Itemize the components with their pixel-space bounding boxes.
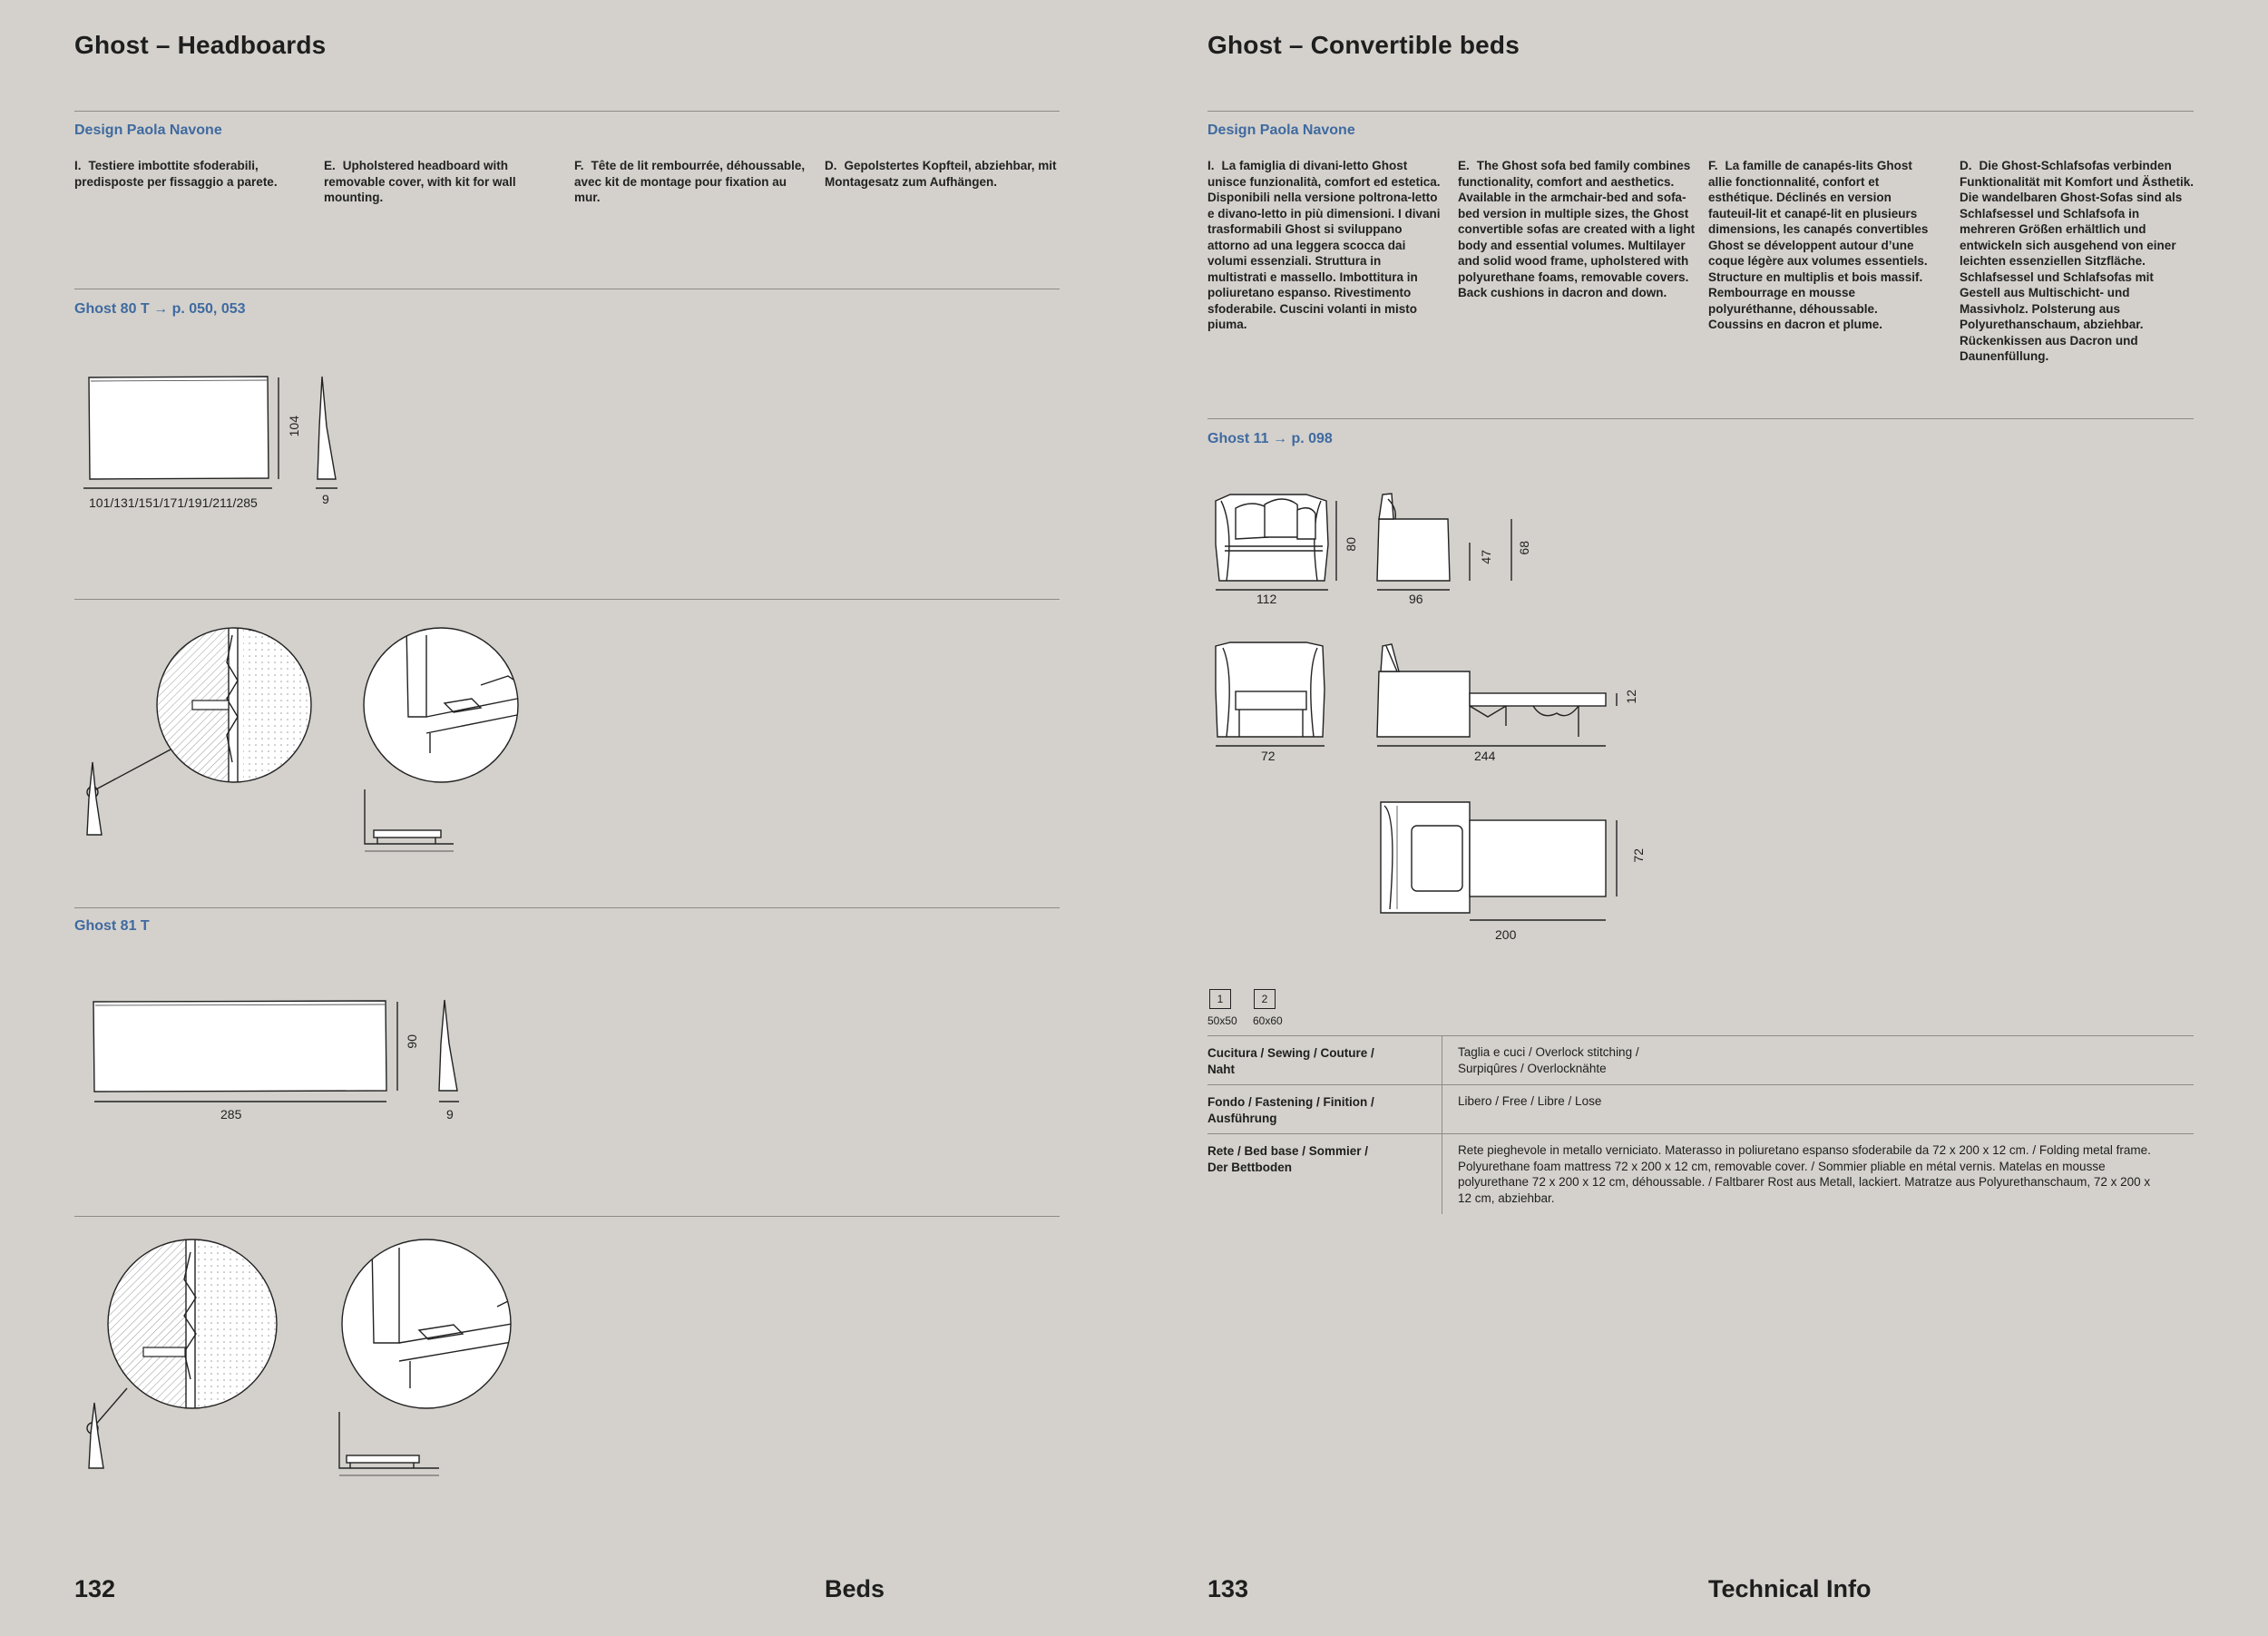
dim-height: 104 bbox=[287, 416, 301, 437]
right-page-number: 133 bbox=[1207, 1575, 1249, 1602]
table-divider bbox=[1207, 1133, 2194, 1134]
left-desc-de: D. Gepolstertes Kopfteil, abziehbar, mit Montagesatz zum Aufhängen. bbox=[825, 159, 1057, 189]
cushion-2-icon: 2 bbox=[1254, 989, 1276, 1009]
right-designer: Design Paola Navone bbox=[1207, 122, 1355, 138]
left-section-name: Beds bbox=[825, 1575, 885, 1602]
table-divider bbox=[1207, 1035, 2194, 1036]
spec-value-bed-base: Rete pieghevole in metallo verniciato. Materasso in poliuretano espanso sfoderabile da 72 x 200 x 12 cm. / Folding metal frame. Polyurethane foam mattress 72 x 200 x 12 cm, removable cover. / Sommier pliable en métal vernis. Matelas en mousse polyurethane 72 x 200 x 12 cm, déhoussable. / Faltbarer Rost aus Metall, lackiert. Matratze aus Polyurethanschaum, 72 x 200 x 12 cm, abziehbar. bbox=[1458, 1143, 2151, 1205]
dim-open-length: 244 bbox=[1474, 749, 1496, 763]
left-page-title: Ghost – Headboards bbox=[74, 31, 327, 59]
right-desc-de: D. Die Ghost-Schlafsofas verbinden Funktionalität mit Komfort und Ästhetik. Die wandelbaren Ghost-Sofas sind als Schlafsessel und Schlafsofa in mehreren Größen erhältlich und entwickeln sich ausgehend von einer leichten essenziellen Sitzfläche. Schlafsessel und Schlafsofas mit Gestell aus Multischicht- und Massivholz. Polsterung aus Polyurethanschaum, abziehbar. Rückenkissen aus Dacron und Daunenfüllung. bbox=[1960, 159, 2194, 363]
left-desc-en: E. Upholstered headboard with removable cover, with kit for wall mounting. bbox=[324, 159, 516, 204]
divider bbox=[74, 1216, 1060, 1217]
spec-label-bed-base: Rete / Bed base / Sommier / Der Bettboden bbox=[1207, 1144, 1369, 1174]
product-label-ghost-80t: Ghost 80 T → p. 050, 053 bbox=[74, 301, 246, 317]
left-desc-fr: F. Tête de lit rembourrée, déhoussable, avec kit de montage pour fixation au mur. bbox=[574, 159, 806, 204]
dim-front-width: 112 bbox=[1256, 592, 1277, 606]
cushion-1-icon: 1 bbox=[1209, 989, 1231, 1009]
divider bbox=[74, 599, 1060, 600]
spec-label-fastening: Fondo / Fastening / Finition / Ausführung bbox=[1207, 1095, 1374, 1125]
cushion-2-size: 60x60 bbox=[1253, 1014, 1283, 1027]
divider bbox=[1207, 111, 2194, 112]
divider bbox=[74, 111, 1060, 112]
right-desc-it: I. La famiglia di divani-letto Ghost unisce funzionalità, comfort ed estetica. Disponibili nella versione poltrona-letto e divano-letto in più dimensioni. I divani trasformabili Ghost si sviluppano attorno ad una leggera scocca dai volumi essenziali. Struttura in multistrati e massello. Imbottitura in poliuretano espanso. Rivestimento sfoderabile. Cuscini volanti in misto piuma. bbox=[1207, 159, 1441, 331]
right-desc-en: E. The Ghost sofa bed family combines functionality, comfort and aesthetics. Available in the armchair-bed and sofa-bed version in multiple sizes, the Ghost convertible sofas are created with a light body and essential volumes. Multilayer and solid wood frame, upholstered with polyurethane foams, removable covers. Back cushions in dacron and down. bbox=[1458, 159, 1696, 299]
spec-value-sewing: Taglia e cuci / Overlock stitching / Surpiqûres / Overlocknähte bbox=[1458, 1045, 1639, 1075]
dim-mattress-thickness: 12 bbox=[1624, 690, 1638, 704]
dim-side-height: 68 bbox=[1517, 541, 1531, 555]
dim-top-length: 200 bbox=[1495, 927, 1517, 942]
left-designer: Design Paola Navone bbox=[74, 122, 222, 138]
dim-side-depth: 96 bbox=[1409, 592, 1423, 606]
left-page-number: 132 bbox=[74, 1575, 116, 1602]
dim-height: 90 bbox=[405, 1034, 419, 1049]
right-desc-fr: F. La famille de canapés-lits Ghost allie fonctionnalité, confort et esthétique. Déclinés en version fauteuil-lit et canapé-lit en plusieurs dimensions, les canapés convertibles Ghost se développent autour d’une coque légère aux volumes essentiels. Structure en multiplis et bois massif. Rembourrage en mousse polyuréthanne, déhoussable. Coussins en dacron et plume. bbox=[1708, 159, 1929, 331]
dim-width: 101/131/151/171/191/211/285 bbox=[89, 495, 258, 510]
product-label-ghost-11: Ghost 11 → p. 098 bbox=[1207, 431, 1333, 446]
spec-value-fastening: Libero / Free / Libre / Lose bbox=[1458, 1094, 1602, 1108]
divider bbox=[1207, 418, 2194, 419]
dim-open-front-width: 72 bbox=[1261, 749, 1276, 763]
left-desc-it: I. Testiere imbottite sfoderabili, predisposte per fissaggio a parete. bbox=[74, 159, 278, 189]
dim-seat-height: 47 bbox=[1479, 550, 1493, 564]
dim-height: 80 bbox=[1344, 537, 1358, 552]
dim-top-width: 72 bbox=[1631, 848, 1646, 863]
right-page-title: Ghost – Convertible beds bbox=[1207, 31, 1520, 59]
ghost-11-armchair-bed-drawing bbox=[0, 0, 1, 1]
divider bbox=[74, 907, 1060, 908]
right-section-name: Technical Info bbox=[1708, 1575, 1872, 1602]
product-label-ghost-81t: Ghost 81 T bbox=[74, 918, 150, 934]
table-divider bbox=[1207, 1084, 2194, 1085]
spec-label-sewing: Cucitura / Sewing / Couture / Naht bbox=[1207, 1046, 1374, 1076]
dim-depth: 9 bbox=[446, 1107, 454, 1122]
dim-width: 285 bbox=[220, 1107, 242, 1122]
dim-depth: 9 bbox=[322, 492, 329, 506]
cushion-1-size: 50x50 bbox=[1207, 1014, 1237, 1027]
